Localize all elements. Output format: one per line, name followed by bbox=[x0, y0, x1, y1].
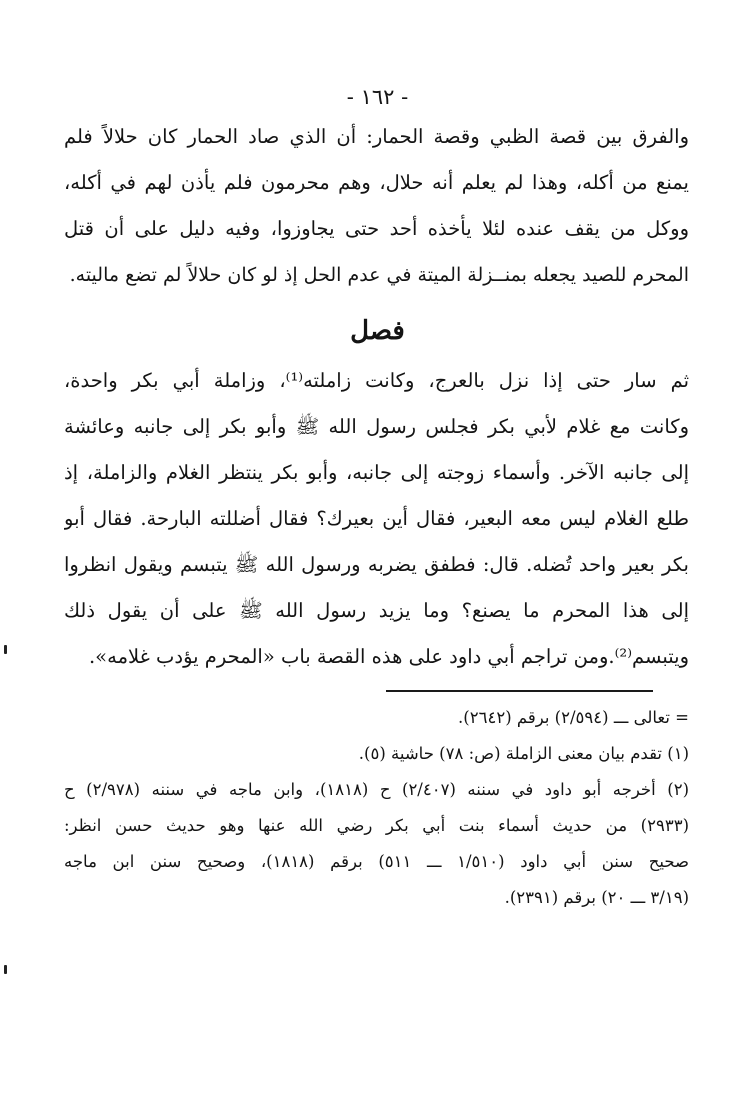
text-line: المحرم للصيد يجعله بمنــزلة الميتة في عدم الحل إذ لو كان حلالاً لم تضع ماليته. bbox=[69, 264, 689, 286]
text-line: والفرق بين قصة الظبي وقصة الحمار: أن الذي صاد الحمار كان حلالاً فلم bbox=[64, 125, 689, 148]
footnotes bbox=[64, 700, 689, 916]
footnote-line: صحيح سنن أبي داود (١/٥١٠ ـــ ٥١١) برقم (١٨١٨)، وصحيح سنن ابن ماجه bbox=[64, 852, 689, 871]
paragraph-2 bbox=[64, 358, 689, 680]
footnote-line: (٢٩٣٣) من حديث أسماء بنت أبي بكر رضي الله عنها وهو حديث حسن انظر: bbox=[64, 816, 689, 835]
text-line: وكانت مع غلام لأبي بكر فجلس رسول الله ﷺ وأبو بكر إلى جانبه وعائشة bbox=[64, 415, 689, 438]
footnote-line: = تعالى ـــ (٢/٥٩٤) برقم (٢٦٤٢). bbox=[458, 708, 689, 727]
section-heading: فصل bbox=[350, 316, 405, 346]
footnote-line: (٢) أخرجه أبو داود في سننه (٢/٤٠٧) ح (١٨١٨)، وابن ماجه في سننه (٢/٩٧٨) ح bbox=[64, 780, 689, 799]
footnote-separator bbox=[386, 690, 653, 692]
text-line: إلى هذا المحرم ما يصنع؟ وما يزيد رسول الله ﷺ على أن يقول ذلك bbox=[64, 599, 689, 622]
text-line: طلع الغلام ليس معه البعير، فقال أين بعيرك؟ فقال أضللته البارحة. فقال أبو bbox=[64, 507, 689, 530]
text-line: ويتبسم⁽²⁾.ومن تراجم أبي داود على هذه القصة باب «المحرم يؤدب غلامه». bbox=[88, 645, 689, 668]
text-line: يمنع من أكله، وهذا لم يعلم أنه حلال، وهم محرمون فلم يأذن لهم في أكله، bbox=[64, 171, 689, 194]
page-number: - ١٦٢ - bbox=[346, 85, 409, 109]
footnote-line: (١) تقدم بيان معنى الزاملة (ص: ٧٨) حاشية (٥). bbox=[358, 744, 689, 763]
text-line: إلى جانبه الآخر. وأسماء زوجته إلى جانبه، وأبو بكر ينتظر الغلام والزاملة، إذ bbox=[64, 461, 689, 484]
text-line: بكر بعير واحد تُضله. قال: فطفق يضربه ورسول الله ﷺ يتبسم ويقول انظروا bbox=[64, 553, 689, 576]
scan-edge-mark bbox=[4, 645, 7, 654]
text-line: ووكل من يقف عنده لئلا يأخذه أحد حتى يجاوزوا، وفيه دليل على أن قتل bbox=[64, 217, 689, 240]
scan-edge-mark bbox=[4, 965, 7, 974]
footnote-line: (٣/١٩ ـــ ٢٠) برقم (٢٣٩١). bbox=[504, 888, 689, 907]
text-line: ثم سار حتى إذا نزل بالعرج، وكانت زاملته⁽¹⁾، وزاملة أبي بكر واحدة، bbox=[64, 369, 689, 392]
paragraph-1 bbox=[64, 114, 689, 298]
